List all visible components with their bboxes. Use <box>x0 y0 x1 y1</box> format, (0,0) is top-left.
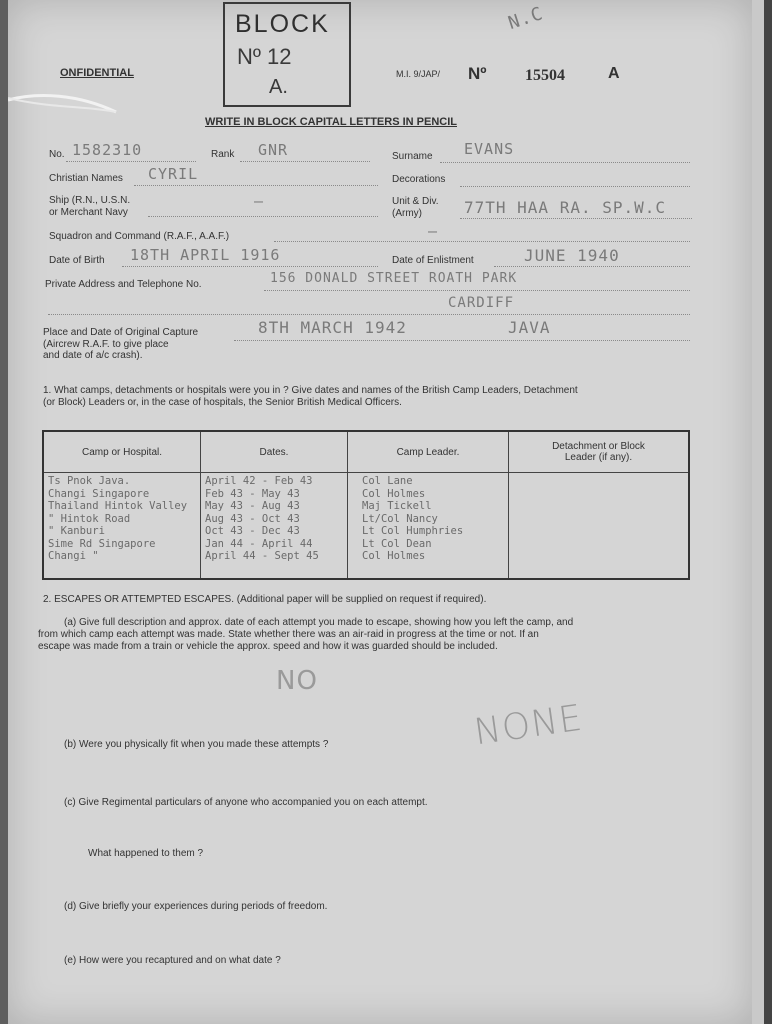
address-line-2: CARDIFF <box>448 295 515 311</box>
list-item: Col Lane <box>362 475 413 487</box>
underlying-sheet-edge <box>764 0 772 1024</box>
list-item: April 44 - Sept 45 <box>205 550 319 562</box>
dob-dots <box>122 266 378 267</box>
question-2c: (c) Give Regimental particulars of anyone who accompanied you on each attempt. <box>64 797 428 808</box>
capture-label-1: Place and Date of Original Capture <box>43 327 199 338</box>
squadron-label: Squadron and Command (R.A.F., A.A.F.) <box>49 231 230 242</box>
block-leader-column-header: Detachment or Block Leader (if any). <box>509 431 690 473</box>
no-label: No. <box>49 149 65 160</box>
list-item: Ts Pnok Java. <box>48 475 131 487</box>
capture-label-2: (Aircrew R.A.F. to give place <box>43 339 169 350</box>
list-item: Col Holmes <box>362 550 426 562</box>
stamp-letter: A. <box>269 76 288 98</box>
rank-dots <box>240 161 370 162</box>
squadron-value: — <box>428 222 439 240</box>
address-line-1: 156 DONALD STREET ROATH PARK <box>270 271 518 286</box>
list-item: Sime Rd Singapore <box>48 537 156 550</box>
leaders-list-cell <box>348 473 509 580</box>
tag-string <box>8 88 120 122</box>
stamp-number: Nº 12 <box>237 44 292 69</box>
surname-value: EVANS <box>464 140 515 158</box>
answer-no: NO <box>276 666 318 696</box>
document-suffix: A <box>608 65 620 82</box>
list-item: " Kanburi <box>48 525 105 537</box>
list-item: Jan 44 - April 44 <box>205 537 313 550</box>
question-2e: (e) How were you recaptured and on what date ? <box>64 955 281 966</box>
list-item: Lt/Col Nancy <box>362 512 438 525</box>
list-item: Aug 43 - Oct 43 <box>205 512 300 525</box>
no-dots <box>66 161 196 162</box>
list-item <box>509 473 688 477</box>
mi-reference: M.I. 9/JAP/ <box>396 69 441 79</box>
surname-dots <box>440 162 690 163</box>
address-dots-2 <box>48 314 690 315</box>
question-2a-line-2: from which camp each attempt was made. State whether there was an air-raid in progress at the time or not. If an <box>38 629 539 640</box>
unit-value: 77TH HAA RA. SP.W.C <box>464 198 667 217</box>
list-item: April 42 - Feb 43 <box>205 475 313 487</box>
ship-dots <box>148 216 378 217</box>
question-2a-line-1: (a) Give full description and approx. date of each attempt you made to escape, showing how you left the camp, and <box>64 617 574 628</box>
corner-note: N.C <box>505 3 546 34</box>
question-2c-followup: What happened to them ? <box>88 848 204 859</box>
dates-list-cell <box>201 473 348 580</box>
camp-table <box>42 430 690 580</box>
block-stamp <box>223 2 351 107</box>
confidential-label: ONFIDENTIAL <box>60 67 134 79</box>
christian-names-value: CYRIL <box>148 165 199 183</box>
no-value: 1582310 <box>72 141 143 159</box>
leader-column-header: Camp Leader. <box>348 431 509 473</box>
surname-label: Surname <box>392 151 433 162</box>
list-item: Col Holmes <box>362 487 426 500</box>
capture-date: 8TH MARCH 1942 <box>258 318 407 337</box>
list-item: Lt Col Dean <box>362 537 432 550</box>
pencil-instruction: WRITE IN BLOCK CAPITAL LETTERS IN PENCIL <box>205 116 457 128</box>
list-item: Oct 43 - Dec 43 <box>205 525 300 537</box>
list-item: Feb 43 - May 43 <box>205 487 300 500</box>
question-1-line-2: (or Block) Leaders or, in the case of hospitals, the Senior British Medical Officers. <box>43 397 402 408</box>
number-label: Nº <box>468 64 487 83</box>
enlistment-label: Date of Enlistment <box>392 255 474 266</box>
document-page <box>8 0 752 1024</box>
camp-column-header: Camp or Hospital. <box>43 431 201 473</box>
list-item: Lt Col Humphries <box>362 525 464 537</box>
list-item: Thailand Hintok Valley <box>48 500 188 512</box>
list-item: " Hintok Road <box>48 512 131 525</box>
address-label: Private Address and Telephone No. <box>45 279 202 290</box>
document-number: 15504 <box>525 67 565 84</box>
unit-dots <box>460 218 692 219</box>
question-1-line-1: 1. What camps, detachments or hospitals were you in ? Give dates and names of the British Camp Leaders, Detachment <box>43 385 578 396</box>
list-item: May 43 - Aug 43 <box>205 500 300 512</box>
enlistment-value: JUNE 1940 <box>524 246 620 265</box>
enlistment-dots <box>494 266 690 267</box>
unit-label-2: (Army) <box>392 208 422 219</box>
squadron-dots <box>274 241 690 242</box>
rank-label: Rank <box>211 149 235 160</box>
unit-label-1: Unit & Div. <box>392 196 439 207</box>
ship-label-1: Ship (R.N., U.S.N. <box>49 195 131 206</box>
capture-place: JAVA <box>508 318 551 337</box>
decorations-dots <box>460 186 690 187</box>
list-item: Maj Tickell <box>362 500 432 512</box>
question-2d: (d) Give briefly your experiences during periods of freedom. <box>64 901 328 912</box>
block-leader-cell <box>509 473 690 580</box>
camp-list-cell <box>43 473 201 580</box>
question-2-heading: 2. ESCAPES OR ATTEMPTED ESCAPES. (Additional paper will be supplied on request if required). <box>43 594 487 605</box>
rank-value: GNR <box>258 141 289 159</box>
address-dots-1 <box>264 290 690 291</box>
dob-value: 18TH APRIL 1916 <box>130 246 281 264</box>
question-2b: (b) Were you physically fit when you made these attempts ? <box>64 739 329 750</box>
ship-value: — <box>254 192 265 210</box>
list-item: Changi Singapore <box>48 487 150 500</box>
answer-none: NONE <box>471 697 586 754</box>
christian-dots <box>134 185 378 186</box>
christian-names-label: Christian Names <box>49 173 123 184</box>
dates-column-header: Dates. <box>201 431 348 473</box>
list-item: Changi " <box>48 550 99 562</box>
dob-label: Date of Birth <box>49 255 105 266</box>
question-2a-line-3: escape was made from a train or vehicle the approx. speed and how it was guarded should be included. <box>38 641 498 652</box>
capture-label-3: and date of a/c crash). <box>43 350 143 361</box>
capture-dots <box>234 340 690 341</box>
ship-label-2: or Merchant Navy <box>49 207 128 218</box>
decorations-label: Decorations <box>392 174 446 185</box>
stamp-block-text: BLOCK <box>235 10 330 38</box>
